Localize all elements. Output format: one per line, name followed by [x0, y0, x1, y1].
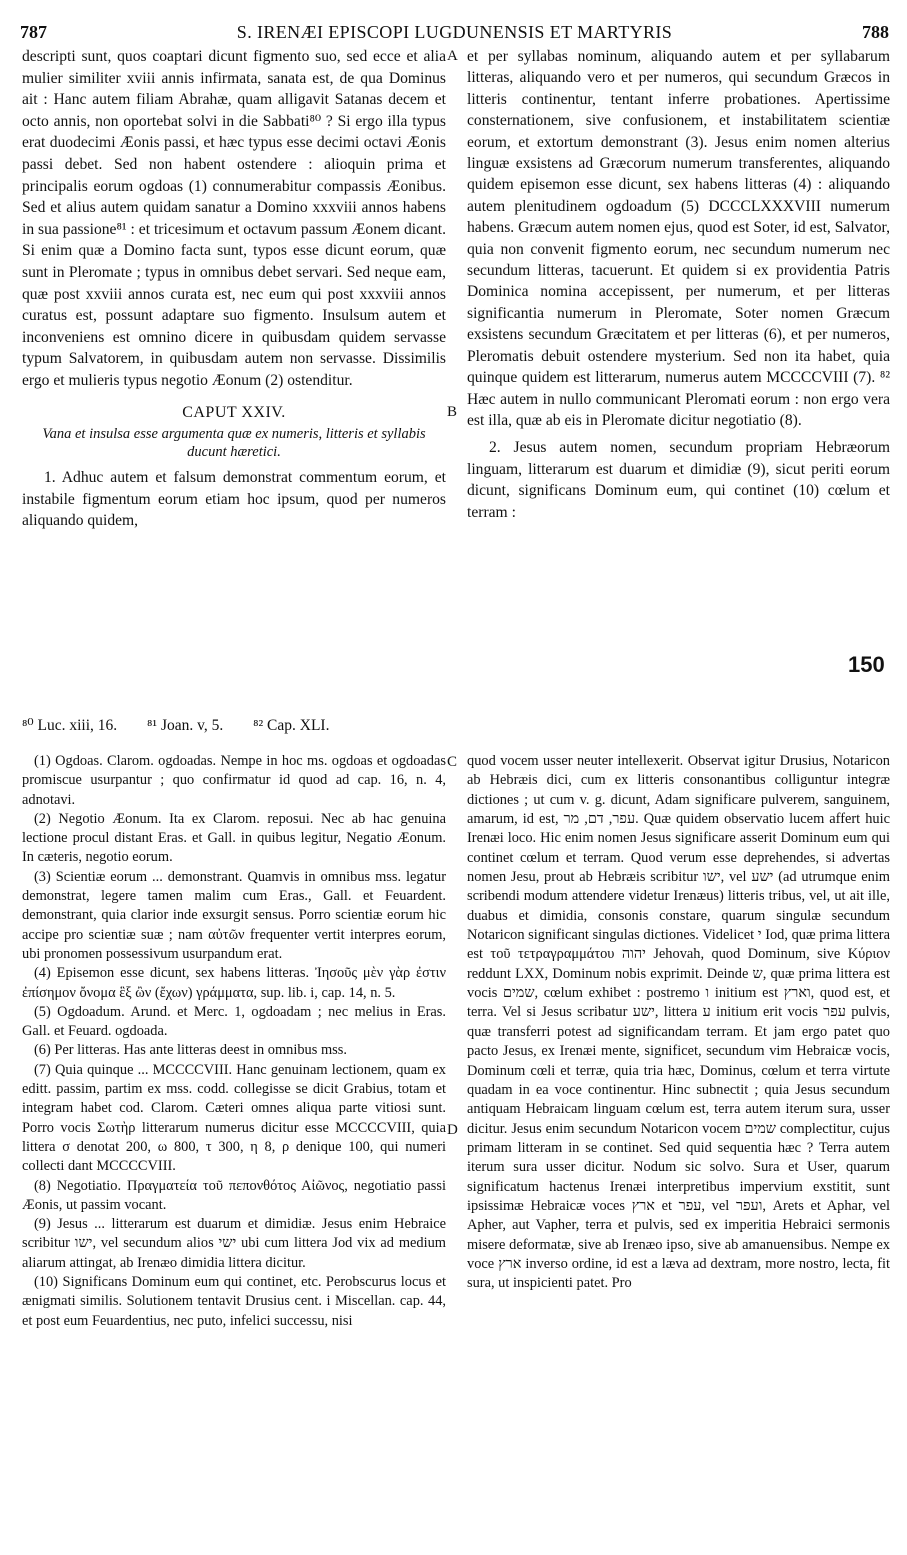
scripture-references — [22, 716, 446, 735]
note-8: (8) Negotiatio. Πραγματεία τοῦ πεπονθότος Αἰῶνος, negotiatio passi Æonis, ut passim vocant. — [22, 1177, 446, 1213]
chapter-heading: CAPUT XXIV. — [182, 403, 286, 421]
page-number-left: 787 — [20, 22, 47, 42]
running-title: S. IRENÆI EPISCOPI LUGDUNENSIS ET MARTYRIS — [236, 22, 673, 42]
main-paragraph-2: 1. Adhuc autem et falsum demonstrat commentum eorum, et instabile figmentum eorum etiam hoc ipsum, quod per numeros aliquando quidem, — [22, 469, 446, 530]
note-10: (10) Significans Dominum eum qui continet, etc. Perobscurus locus et ænigmati similis. Solutionem tentavit Drusius cent. i Miscellan. cap. 44, et post eum Feuardentius, nec puto, infelici successu, nisi — [22, 1274, 446, 1329]
note-6: (6) Per litteras. Has ante litteras deest in omnibus mss. — [34, 1042, 347, 1059]
chapter-summary: Vana et insulsa esse argumenta quæ ex numeris, litteris et syllabis ducunt hæretici. — [42, 426, 426, 461]
note-1: (1) Ogdoas. Clarom. ogdoadas. Nempe in hoc ms. ogdoas et ogdoadas promiscue usurpantur ; quo confirmatur id quod ad cap. 16, n. 4, adnotavi. — [22, 753, 446, 808]
note-5: (5) Ogdoadum. Arund. et Merc. 1, ogdoadam ; nec melius in Eras. Gall. et Feuard. ogdoada. — [22, 1003, 446, 1040]
notes-right-column — [467, 752, 890, 1294]
main-paragraph-4: 2. Jesus autem nomen, secundum propriam Hebræorum linguam, litterarum est duarum et dimidiæ (9), sicut periti eorum dicunt, significans Dominum eum, qui continet (10) cœlum et terram : — [467, 439, 890, 521]
margin-letter-d: D — [447, 1122, 458, 1138]
main-text-left-column — [22, 46, 446, 532]
margin-section-number: 150 — [848, 652, 885, 677]
notes-left-column — [22, 752, 446, 1331]
note-9: (9) Jesus ... litterarum est duarum et dimidiæ. Jesus enim Hebraice scribitur ישו, vel secundum alios ישי ubi cum littera Jod vix ad medium aliarum attingat, ab Irenæo dimidia littera dicitur. — [22, 1216, 446, 1271]
main-text-right-column — [467, 46, 890, 523]
page-header — [20, 22, 889, 46]
page-number-right: 788 — [862, 22, 889, 42]
note-10-continued: quod vocem usser neuter intellexerit. Observat igitur Drusius, Notaricon ab Hebræis dici, cum ex litteris consonantibus colliguntur integræ dictiones ; ut cum v. g. dicunt, Adam significare pulverem, sanguinem, amarum, id est, עפר, דם, מר. Quæ quidem observatio lucem affert huic Irenæi loco. Hic enim nomen Jesus significare asserit Dominum eum qui continet cœlum et terram. Quod verum esse deprehendes, si advertas nomen Jesu, prout ab Hebræis scribitur ישו, vel ישע (ad utrumque enim scribendi modum attendere videtur Irenæus) litteris tribus, vel, ut ait ille, duabus et dimidia, consonis constare, quarum singulæ secundum Notaricon significant singulas dictiones. Videlicet י Iod, quæ prima littera est τοῦ τετραγραμμάτου יהוה Jehovah, quod Dominum, sive Κύριον reddunt LXX, Dominum nobis exprimit. Deinde ש, quæ prima littera est vocis שמים, cœlum exhibet : postremo ו initium est וארץ, quod est, et terra. Vel si Jesus scribatur ישע, littera ע initium erit vocis עפר pulvis, quæ transferri potest ad significandam terram. Et jam ergo patet quo pacto Jesus, ex Irenæi mente, significet, secundum vim Hebraicæ vocis, Dominum cœli et terræ, quia tria hæc, Dominus, cœlum et terra virtute quadam in ea voce continentur. Hinc subnectit ; quia Jesus secundum antiquam Hebraicam linguam cœlum est, terra autem iterum sura, usser dicitur. Jesus enim secundum Notaricon vocem שמים complectitur, cujus primam litteram in se continet. Sed quid sequentia hæc ? Terra autem iterum sura usser dicitur. Nodum sic solvo. Sura et User, quarum significatum hactenus Irenæi interpretibus impervium exstitit, sunt ipsissimæ Hebraicæ voces ארץ et עפר, vel ועפר, Arets et Aphar, vel Apher, aut Vapher, terra et pulvis, sed ex imperitia Hebraici sermonis misere deformatæ, sive ab Irenæo ipso, sive ab amanuensibus. Nempe ex voce ארץ inverso ordine, id est a læva ad dextram, more nostro, lecta, fit sura, ut inspicienti patet. Pro — [467, 753, 891, 1292]
reference-chapter: ⁸² Cap. XLI. — [253, 717, 330, 734]
margin-letter-b: B — [447, 404, 458, 420]
note-3: (3) Scientiæ eorum ... demonstrant. Quamvis in omnibus mss. legatur demonstrat, legere tamen malim cum Eras., Gall. et Feuardent. demonstrant, quia clarior inde exsurgit sensus. Porro scientiæ eorum hic accipe pro scientiæ suæ ; nam αὐτῶν frequenter vertit interpres eorum, ubi pronomen possessivum usurpandum erat. — [22, 868, 446, 962]
main-paragraph-1: descripti sunt, quos coaptari dicunt figmento suo, sed ecce et alia mulier similiter xviii annis infirmata, sanata est, de qua Dominus ait : Hanc autem filiam Abrahæ, quam alligavit Satanas decem et octo annis, non oportebat solvi in die Sabbati⁸⁰ ? Si ergo illa typus erat duodecimi Æonis passi, et hæc typus esse decimi octavi Æonis passi debet. Sed non habent ostendere : alioquin prima et principalis eorum ogdoas (1) connumerabitur compassis Æonibus. Sed et alius autem quidam sanatur a Domino xxxviii annos habens in sua passione⁸¹ : et tricesimum et octavum passum Æonem dicant. Si enim quæ a Domino facta sunt, typos esse dicunt eorum, quæ sunt in Pleromate ; typus in omnibus debet servari. Sed neque eam, quæ post xxviii annos curata est, nec eum qui post xxxviii annos curatus est, possunt adaptare suo figmento. Insulsum autem et inconveniens est omnino dicere in quibusdam quidem servasse typum Salvatorem, in quibusdam autem non servasse. Dissimilis ergo et mulieris typus negotio Æonum (2) ostenditur. — [22, 48, 446, 389]
margin-letter-c: C — [447, 754, 458, 770]
margin-letter-a: A — [447, 48, 458, 64]
note-2: (2) Negotio Æonum. Ita ex Clarom. reposui. Nec ab hac genuina lectione procul distant Eras. et Gall. in quibus legitur, Negatio Æonum. In cæteris, negotio eorum. — [22, 810, 446, 866]
main-paragraph-3: et per syllabas nominum, aliquando autem et per syllabarum litteras, aliquando vero et per numeros, qui secundum Græcos in litteris continentur, tentant inferre probationes. Apertissime consternationem, sive confusionem, et instabilitatem scientiæ eorum, et extortum demonstrant (3). Jesus enim nomen alterius linguæ exsistens ad Græcorum numerum transferentes, aliquando quidem episemon esse dicunt, sex habens litteras (4) : aliquando autem plenitudinem ogdoadum (5) DCCCLXXXVIII numerum habens. Græcum autem nomen ejus, quod est Soter, id est, Salvator, quia non convenit figmento eorum, nec secundum numerum nec secundum litteras, tacuerunt. Et quidem si ex providentia Patris Dominica nomina accepissent, per numerum, et per litteras significantia numerum in Pleromate, Soter nomen Græcum exsistens secundum Græcitatem et per litteras (6), et per numeros, Pleromatis debuit ostendere mysterium. Sed non ita habet, quia quinque quidem est litterarum, numerus autem MCCCCVIII (7). ⁸² Hæc autem in nullo communicant Pleromati eorum : non ergo vera est illa, quæ ab eis in Pleromate dicitur negotiatio (8). — [467, 48, 890, 429]
reference-luke: ⁸⁰ Luc. xiii, 16. — [22, 717, 118, 734]
note-7: (7) Quia quinque ... MCCCCVIII. Hanc genuinam lectionem, quam ex editt. passim, partim ex mss. codd. collegisse se dicit Grabius, totam et integram habet cod. Clarom. Cæteri omnes aliqua parte vitiosi sunt. Porro vocis Σωτὴρ litterarum numerus dicitur esse MCCCCVIII, quia littera σ denotat 200, ω 800, τ 300, η 8, ρ denique 100, qui numeri collecti dant MCCCCVIII. — [22, 1061, 446, 1175]
reference-john: ⁸¹ Joan. v, 5. — [147, 717, 224, 734]
note-4: (4) Episemon esse dicunt, sex habens litteras. Ἰησοῦς μὲν γὰρ ἐστιν ἐπίσημον ὄνομα ἓξ ὢν (ἔχων) γράμματα, sup. lib. i, cap. 14, n. 5. — [22, 965, 446, 1001]
